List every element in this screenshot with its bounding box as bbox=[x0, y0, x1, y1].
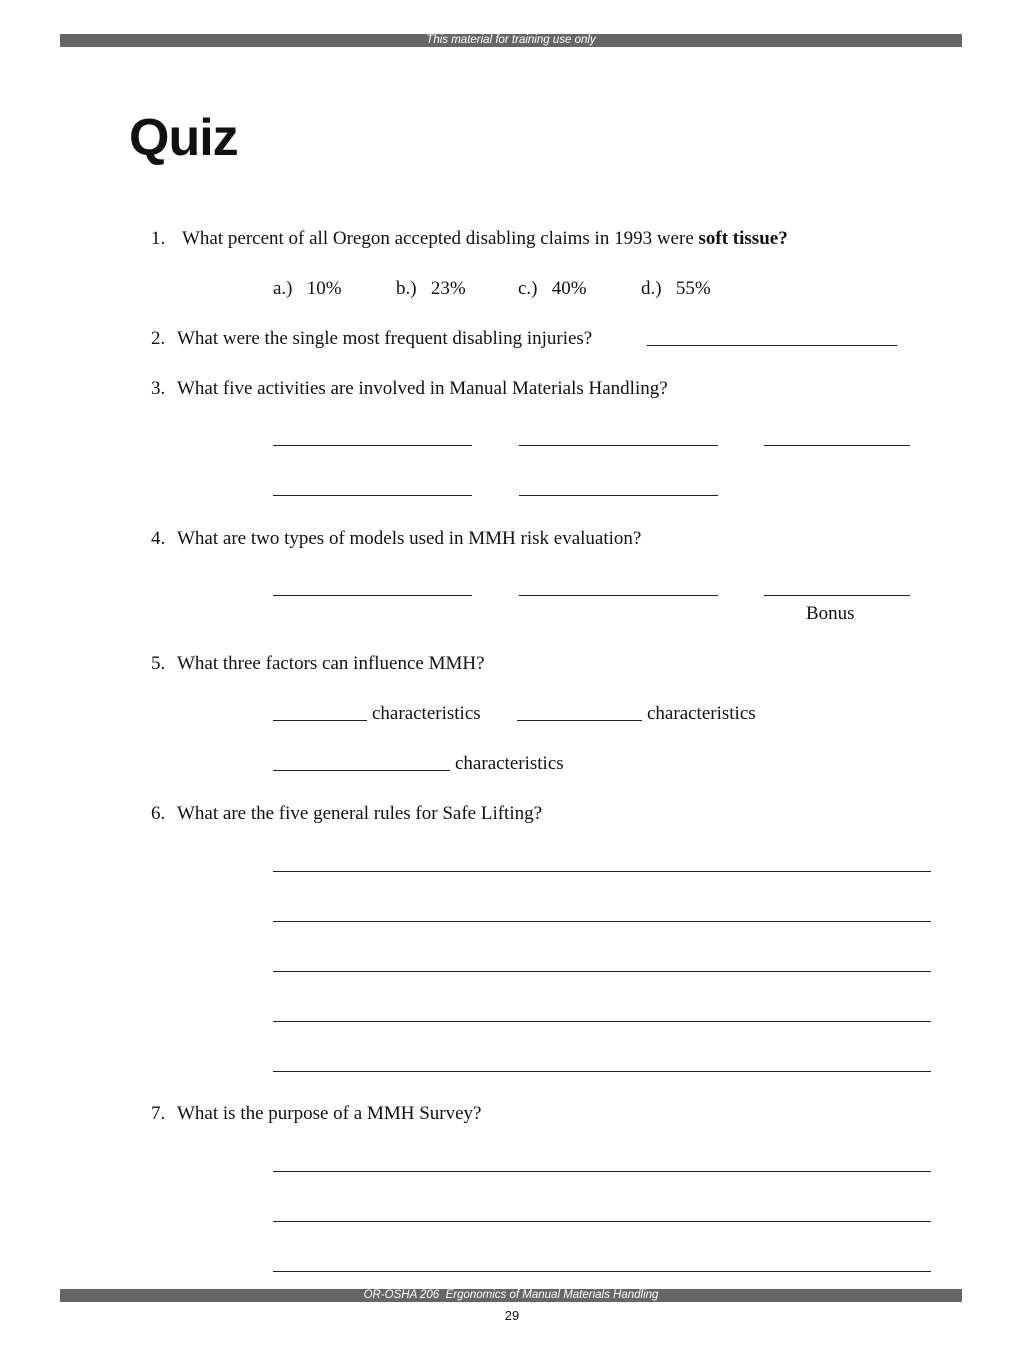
option-c[interactable] bbox=[518, 278, 587, 300]
answer-line[interactable] bbox=[273, 1271, 931, 1272]
question-number: 3. bbox=[151, 378, 166, 399]
option-letter: d.) bbox=[641, 278, 662, 299]
question-text bbox=[182, 228, 788, 250]
answer-line[interactable] bbox=[273, 921, 931, 922]
answer-blank[interactable] bbox=[519, 445, 718, 446]
question-emphasis: soft tissue? bbox=[698, 228, 788, 249]
header-banner: This material for training use only bbox=[60, 34, 962, 47]
question-number: 1. bbox=[151, 228, 166, 249]
option-letter: a.) bbox=[273, 278, 293, 299]
answer-blank[interactable] bbox=[519, 595, 718, 596]
question-text: What three factors can influence MMH? bbox=[177, 653, 485, 674]
question-text: What were the single most frequent disabling injuries? bbox=[177, 328, 593, 349]
answer-blank[interactable] bbox=[273, 595, 472, 596]
question-text: What five activities are involved in Manual Materials Handling? bbox=[177, 378, 668, 399]
answer-blank[interactable] bbox=[764, 445, 910, 446]
option-b[interactable] bbox=[396, 278, 466, 300]
answer-blank[interactable] bbox=[517, 720, 642, 721]
answer-blank[interactable] bbox=[519, 495, 718, 496]
answer-line[interactable] bbox=[273, 971, 931, 972]
answer-blank[interactable] bbox=[273, 445, 472, 446]
option-value: 40% bbox=[551, 278, 587, 299]
question-number: 4. bbox=[151, 528, 166, 549]
answer-line[interactable] bbox=[273, 1221, 931, 1222]
answer-line[interactable] bbox=[273, 871, 931, 872]
answer-blank[interactable] bbox=[273, 720, 367, 721]
page-title: Quiz bbox=[129, 109, 238, 167]
option-value: 55% bbox=[675, 278, 711, 299]
answer-line[interactable] bbox=[273, 1171, 931, 1172]
question-text: What are the five general rules for Safe Lifting? bbox=[177, 803, 543, 824]
characteristics-label: characteristics bbox=[372, 703, 481, 724]
footer-course-banner: OR-OSHA 206 Ergonomics of Manual Materials Handling bbox=[60, 1289, 962, 1302]
characteristics-label: characteristics bbox=[455, 753, 564, 774]
option-value: 23% bbox=[430, 278, 466, 299]
option-d[interactable] bbox=[641, 278, 711, 300]
bonus-label: Bonus bbox=[806, 603, 855, 624]
answer-line[interactable] bbox=[273, 1071, 931, 1072]
question-text: What are two types of models used in MMH risk evaluation? bbox=[177, 528, 642, 549]
answer-line[interactable] bbox=[273, 1021, 931, 1022]
option-letter: b.) bbox=[396, 278, 417, 299]
page-number: 29 bbox=[504, 1308, 520, 1323]
question-text-main: What percent of all Oregon accepted disabling claims in 1993 were bbox=[182, 228, 699, 249]
question-number: 6. bbox=[151, 803, 166, 824]
characteristics-label: characteristics bbox=[647, 703, 756, 724]
question-number: 7. bbox=[151, 1103, 166, 1124]
option-a[interactable] bbox=[273, 278, 342, 300]
answer-blank[interactable] bbox=[647, 345, 897, 346]
question-number: 2. bbox=[151, 328, 166, 349]
answer-blank[interactable] bbox=[273, 770, 450, 771]
question-text: What is the purpose of a MMH Survey? bbox=[177, 1103, 482, 1124]
option-value: 10% bbox=[306, 278, 342, 299]
answer-blank[interactable] bbox=[273, 495, 472, 496]
option-letter: c.) bbox=[518, 278, 538, 299]
bonus-answer-blank[interactable] bbox=[764, 595, 910, 596]
question-number: 5. bbox=[151, 653, 166, 674]
